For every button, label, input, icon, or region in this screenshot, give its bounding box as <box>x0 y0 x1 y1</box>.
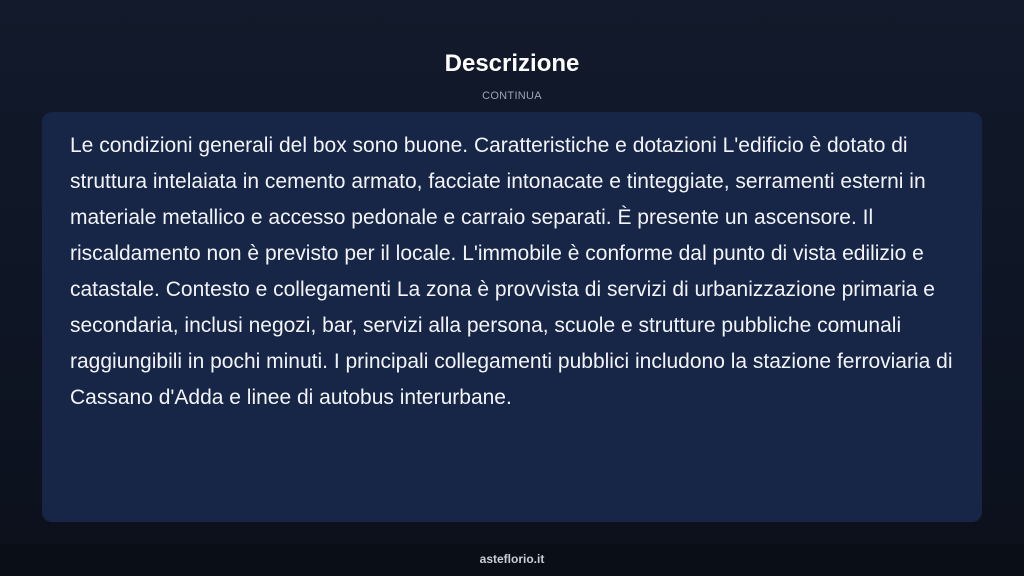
description-card <box>42 112 982 522</box>
page-title: Descrizione <box>444 50 580 77</box>
footer-bar <box>0 544 1024 576</box>
description-text: Le condizioni generali del box sono buone. Caratteristiche e dotazioni L'edificio è dotato di struttura intelaiata in cemento armato, facciate intonacate e tinteggiate, serramenti esterni in materiale metallico e accesso pedonale e carraio separati. È presente un ascensore. Il riscaldamento non è previsto per il locale. L'immobile è conforme dal punto di vista edilizio e catastale. Contesto e collegamenti La zona è provvista di servizi di urbanizzazione primaria e secondaria, inclusi negozi, bar, servizi alla persona, scuole e strutture pubbliche comunali raggiungibili in pochi minuti. I principali collegamenti pubblici includono la stazione ferroviaria di Cassano d'Adda e linee di autobus interurbane. <box>70 134 953 409</box>
continua-label: CONTINUA <box>482 90 542 102</box>
site-name: asteflorio.it <box>479 552 545 566</box>
